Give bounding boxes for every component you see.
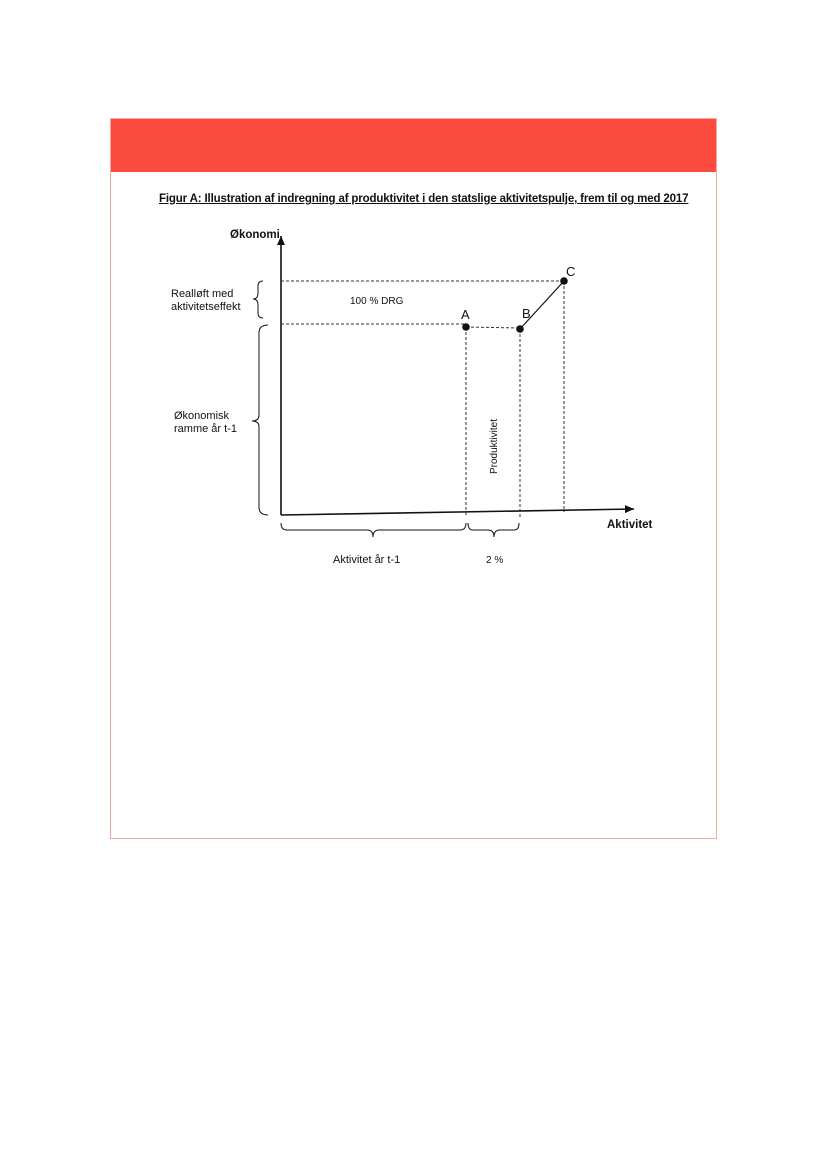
brace-x-left (281, 523, 466, 537)
point-a-label: A (461, 307, 470, 322)
x-brace-left-label: Aktivitet år t-1 (333, 554, 401, 566)
x-axis-label: Aktivitet (607, 519, 653, 531)
brace-top (253, 281, 263, 318)
guide-a-b (466, 327, 520, 328)
drg-label: 100 % DRG (350, 296, 404, 307)
brace-bottom-label-line2: ramme år t-1 (174, 423, 237, 435)
brace-bottom (252, 325, 268, 515)
point-c-label: C (566, 264, 576, 279)
brace-bottom-label-line1: Økonomisk (174, 410, 230, 422)
x-brace-right-label: 2 % (486, 555, 504, 566)
point-b (516, 325, 524, 333)
x-axis (281, 509, 634, 515)
productivity-label: Produktivitet (489, 418, 500, 474)
brace-top-label-line2: aktivitetseffekt (171, 301, 241, 313)
figure-title: Figur A: Illustration af indregning af produktivitet i den statslige aktivitetspulje, frem til og med 2017 (159, 193, 689, 205)
point-a (462, 323, 470, 331)
y-axis-label: Økonomi (230, 229, 280, 241)
brace-x-right (468, 523, 519, 537)
line-b-c (520, 281, 564, 329)
brace-top-label-line1: Realløft med (171, 288, 234, 300)
point-b-label: B (522, 306, 531, 321)
